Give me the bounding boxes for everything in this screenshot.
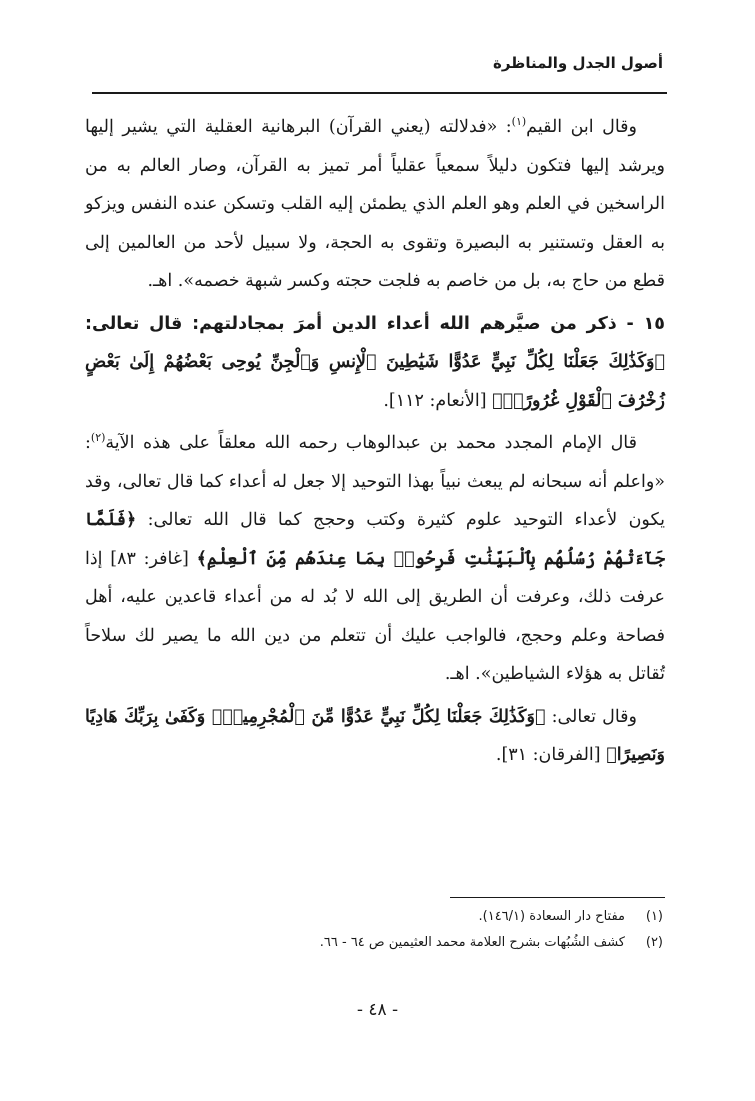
quran-verse: ﴿وَكَذَٰلِكَ جَعَلْنَا لِكُلِّ نَبِيٍّ عَدُوًّا شَيَٰطِينَ ٱلْإِنسِ وَٱلْجِنِّ يُوحِى بَعْضُهُمْ إِلَىٰ بَعْضٍ زُخْرُفَ ٱلْقَوْلِ غُرُورًاۚ﴾ <box>85 352 665 411</box>
footnote-item <box>88 930 663 956</box>
paragraph-ibn-abdulwahhab <box>85 424 665 694</box>
paragraph-text: قال الإمام المجدد محمد بن عبدالوهاب رحمه الله معلقاً على هذه الآية <box>105 433 637 453</box>
page-number: - ٤٨ - <box>356 1000 399 1020</box>
header-rule <box>92 92 667 94</box>
running-header: أصول الجدل والمناظرة <box>493 54 663 72</box>
footnote-marker-2: (٢) <box>90 431 106 445</box>
verse-reference: [الفرقان: ٣١]. <box>495 745 607 765</box>
paragraph-furqan <box>85 698 665 775</box>
paragraph-intro: وقال تعالى: <box>545 706 637 727</box>
footnote-marker-1: (١) <box>511 115 527 129</box>
footnote-text: مفتاح دار السعادة (١٤٦/١). <box>478 909 625 924</box>
footnote-number: (٢) <box>645 935 663 950</box>
paragraph-text: : «واعلم أنه سبحانه لم يبعث نبياً بهذا التوحيد إلا جعل له أعداء كما قال تعالى، وقد يكون لأعداء التوحيد علوم كثيرة وكتب وحجج كما قال الله تعالى: <box>85 433 665 530</box>
body-text <box>85 108 665 779</box>
paragraph-text: [غافر: ٨٣] إذا عرفت ذلك، وعرفت أن الطريق إلى الله لا بُد له من أعداء قاعدين عليه، أهل فصاحة وعلم وحجج، فالواجب عليك أن تتعلم من دين الله ما يصير لك سلاحاً تُقاتل به هؤلاء الشياطين». اهـ. <box>85 548 665 684</box>
footnote-number: (١) <box>645 909 663 924</box>
verse-reference: [الأنعام: ١١٢]. <box>383 390 493 411</box>
footnote-rule <box>450 897 665 898</box>
paragraph-section-15 <box>85 305 665 421</box>
footnotes <box>88 904 663 956</box>
section-heading: ١٥ - ذكر من صيَّرهم الله أعداء الدين أمرَ بمجادلتهم: قال تعالى: <box>85 313 665 334</box>
footnote-item <box>88 904 663 930</box>
paragraph-text: : «فدلالته (يعني القرآن) البرهانية العقلية التي يشير إليها ويرشد إليها فتكون دليلاً سمعياً عقلياً أمر تميز به القرآن، وصار العالم به من الراسخين في العلم وهو العلم الذي يطمئن إليه القلب وتسكن عنده النفس ويزكو به العقل وتستنير به البصيرة وتقوى به الحجة، ولا سبيل لأحد من العالمين إلى قطع من حاج به، بل من خاصم به فلجت حجته وكسر شبهة خصمه». اهـ. <box>85 117 665 291</box>
paragraph-intro: وقال ابن القيم <box>526 117 637 137</box>
quran-verse: ﴿وَكَذَٰلِكَ جَعَلْنَا لِكُلِّ نَبِيٍّ عَدُوًّا مِّنَ ٱلْمُجْرِمِينَۗ وَكَفَىٰ بِرَبِّكَ هَادِيًا وَنَصِيرًا﴾ <box>85 706 665 765</box>
footnote-text: كشف الشُبُهات بشرح العلامة محمد العثيمين ص ٦٤ - ٦٦. <box>319 935 625 950</box>
quran-verse: ﴿فَلَمَّا جَآءَتْهُمْ رُسُلُهُم بِٱلْبَيِّنَٰتِ فَرِحُوا۟ بِمَا عِندَهُم مِّنَ ٱلْعِلْمِ﴾ <box>85 510 665 569</box>
paragraph-ibn-qayyim <box>85 108 665 301</box>
